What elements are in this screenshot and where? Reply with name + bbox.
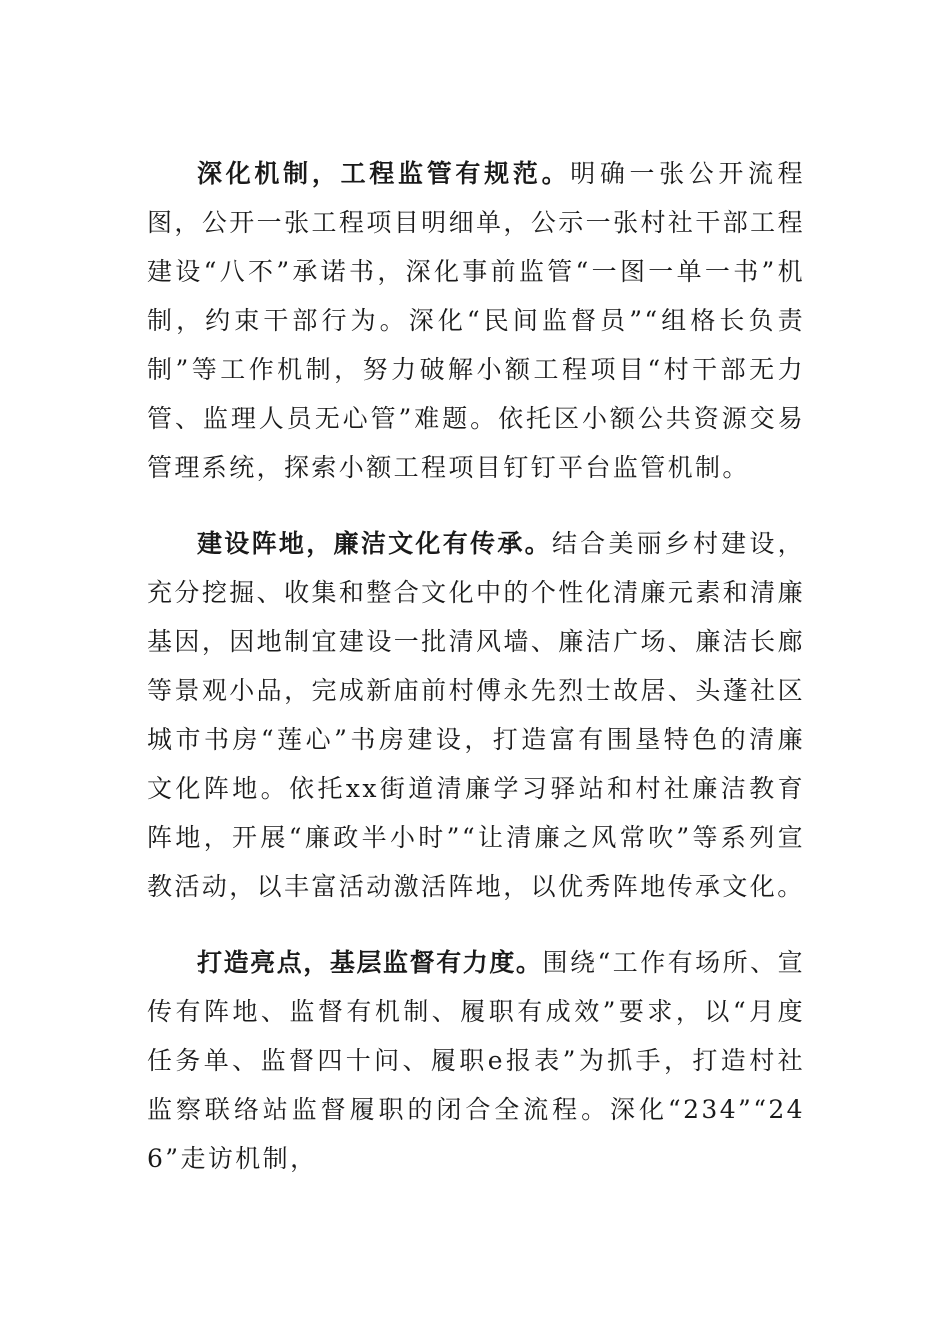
paragraph-body: 结合美丽乡村建设，充分挖掘、收集和整合文化中的个性化清廉元素和清廉基因，因地制宜建设一批清风墙、廉洁广场、廉洁长廊等景观小品，完成新庙前村傅永先烈士故居、头蓬社区城市书房“莲心”书房建设，打造富有围垦特色的清廉文化阵地。依托xx街道清廉学习驿站和村社廉洁教育阵地，开展“廉政半小时”“让清廉之风常吹”等系列宣教活动，以丰富活动激活阵地，以优秀阵地传承文化。 [147,529,805,901]
paragraph-lead: 建设阵地，廉洁文化有传承。 [197,529,552,558]
paragraph-lead: 深化机制，工程监管有规范。 [197,159,571,188]
paragraph-highlight [147,938,805,1183]
paragraph-lead: 打造亮点，基层监督有力度。 [197,948,543,977]
document-page [147,149,805,1210]
paragraph-body: 围绕“工作有场所、宣传有阵地、监督有机制、履职有成效”要求，以“月度任务单、监督四十问、履职e报表”为抓手，打造村社监察联络站监督履职的闭合全流程。深化“234”“246”走访机制， [147,948,805,1173]
paragraph-body: 明确一张公开流程图，公开一张工程项目明细单，公示一张村社干部工程建设“八不”承诺书，深化事前监管“一图一单一书”机制，约束干部行为。深化“民间监督员”“组格长负责制”等工作机制，努力破解小额工程项目“村干部无力管、监理人员无心管”难题。依托区小额公共资源交易管理系统，探索小额工程项目钉钉平台监管机制。 [147,159,805,482]
paragraph-position [147,519,805,911]
paragraph-mechanism [147,149,805,492]
